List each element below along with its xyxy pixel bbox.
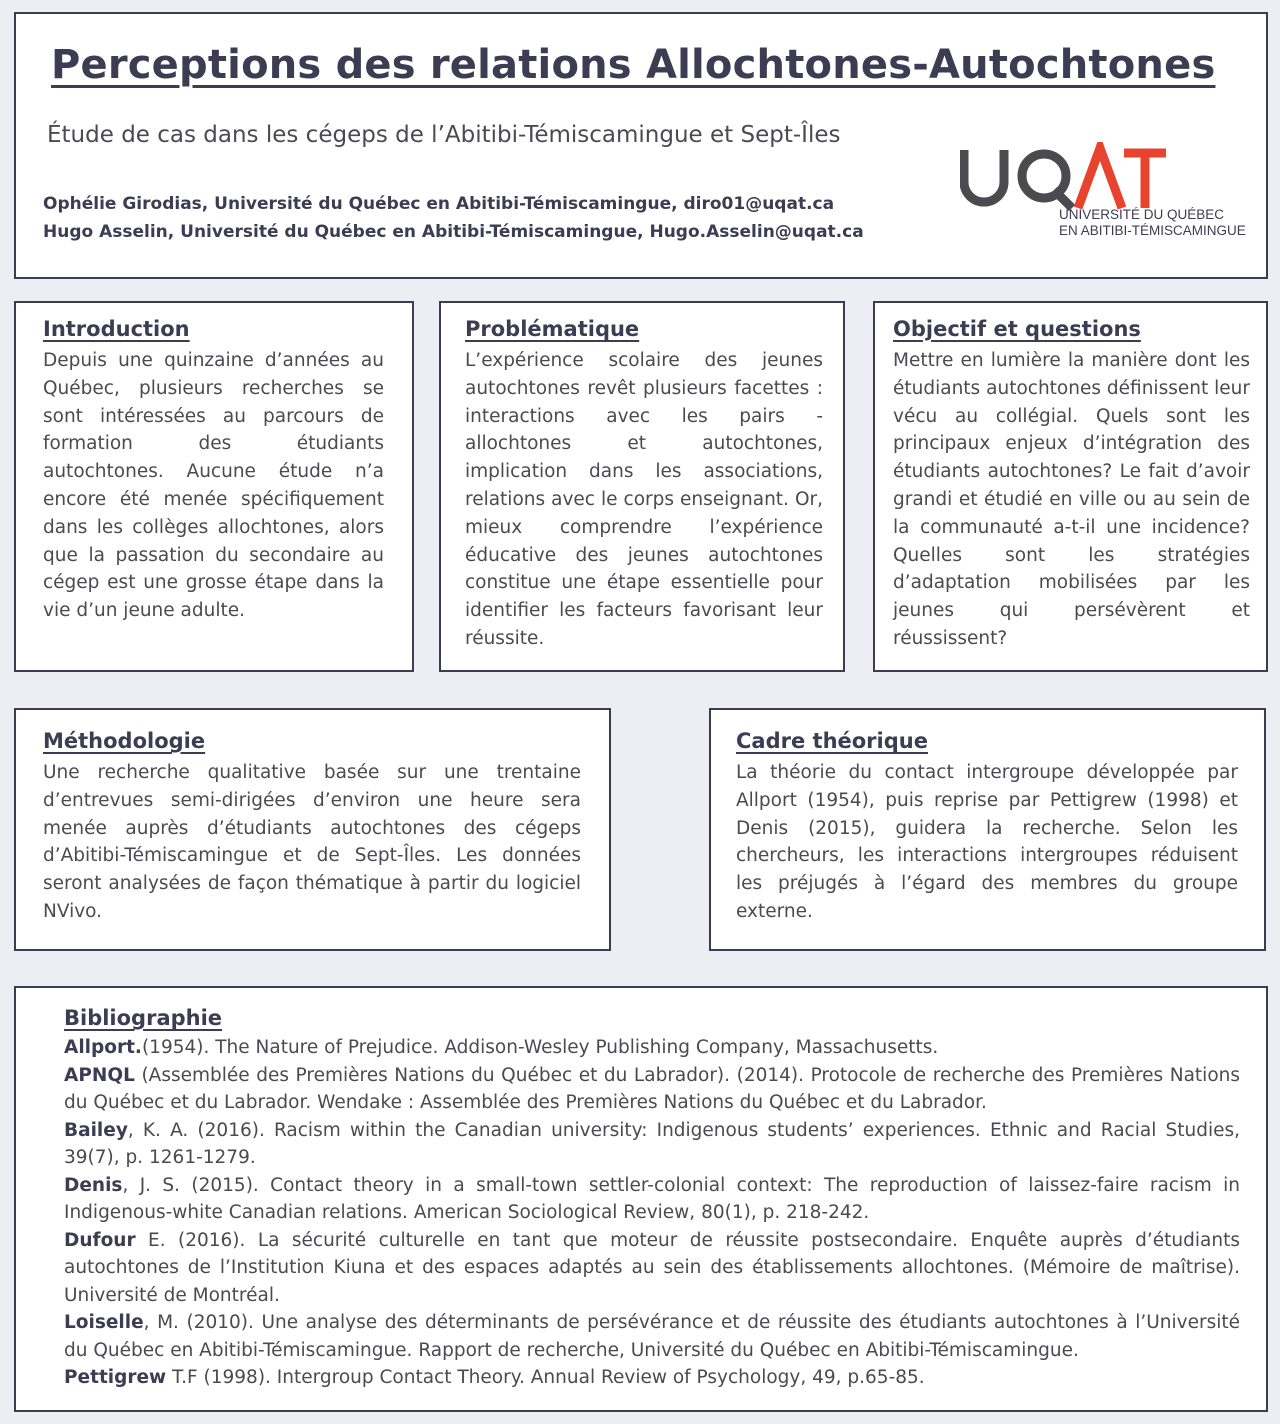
ref-text: , K. A. (2016). Racism within the Canadian university: Indigenous students’ experiences. Ethnic and Racial Studies, 39(7), p. 1261-1279. xyxy=(64,1119,1240,1168)
ref-author: Dufour xyxy=(64,1229,136,1251)
ref-text: , M. (2010). Une analyse des déterminants de persévérance et de réussite des étudiants autochtones à l’Université du Québec en Abitibi-Témiscamingue. Rapport de recherche, Université du Québec en Abitibi-Témiscamingue. xyxy=(64,1312,1240,1361)
ref-author: Bailey xyxy=(64,1119,128,1141)
section-title: Méthodologie xyxy=(43,729,206,753)
author-line: Ophélie Girodias, Université du Québec en Abitibi-Témiscamingue, diro01@uqat.ca xyxy=(43,194,835,214)
ref-author: Pettigrew xyxy=(64,1367,167,1388)
bibliography-entry xyxy=(64,1062,1240,1117)
section-body: Mettre en lumière la manière dont les étudiants autochtones définissent leur vécu au collégial. Quels sont les principaux enjeux d’intégration des étudiants autochtones? Le fait d’avoir grandi et étudié en ville ou au sein de la communauté a-t-il une incidence? Quelles sont les stratégies d’adaptation mobilisées par les jeunes qui persévèrent et réussissent? xyxy=(893,350,1250,649)
ref-text: , J. S. (2015). Contact theory in a small-town settler-colonial context: The reproduction of laissez-faire racism in Indigenous-white Canadian relations. American Sociological Review, 80(1), p. 218-242. xyxy=(64,1174,1240,1223)
header-panel xyxy=(14,12,1268,279)
section-title: Cadre théorique xyxy=(736,729,928,753)
bibliography-entry xyxy=(64,1117,1240,1172)
section-objectif xyxy=(873,301,1268,672)
section-body: L’expérience scolaire des jeunes autochtones revêt plusieurs facettes : interactions avec les pairs - allochtones et autochtones, implication dans les associations, relations avec le corps enseignant. Or, mieux comprendre l’expérience éducative des jeunes autochtones constitue une étape essentielle pour identifier les facteurs favorisant leur réussite. xyxy=(465,350,823,649)
ref-author: APNQL xyxy=(64,1064,135,1086)
author-list xyxy=(43,190,864,246)
ref-author: Denis xyxy=(64,1174,123,1196)
logo-caption-line: UNIVERSITÉ DU QUÉBEC xyxy=(1059,207,1225,222)
section-body: Une recherche qualitative basée sur une trentaine d’entrevues semi-dirigées d’environ une heure sera menée auprès d’étudiants autochtones des cégeps d’Abitibi-Témiscamingue et de Sept-Îles. Les données seront analysées de façon thématique à partir du logiciel NVivo. xyxy=(43,762,581,922)
logo-caption xyxy=(1059,207,1246,239)
section-title: Problématique xyxy=(465,317,640,341)
section-cadre-theorique xyxy=(709,708,1266,951)
ref-author: Allport. xyxy=(64,1037,142,1058)
ref-author: Loiselle xyxy=(64,1312,144,1333)
bibliography-entry xyxy=(64,1172,1240,1227)
ref-text: T.F (1998). Intergroup Contact Theory. Annual Review of Psychology, 49, p.65-85. xyxy=(166,1367,925,1388)
section-body: Depuis une quinzaine d’années au Québec, plusieurs recherches se sont intéressées au parcours de formation des étudiants autochtones. Aucune étude n’a encore été menée spécifiquement dans les collèges allochtones, alors que la passation du secondaire au cégep est une grosse étape dans la vie d’un jeune adulte. xyxy=(43,350,384,622)
bibliography-entry xyxy=(64,1034,1240,1062)
section-title: Introduction xyxy=(43,317,190,341)
ref-text: E. (2016). La sécurité culturelle en tant que moteur de réussite postsecondaire. Enquête auprès d’étudiants autochtones de l’Institution Kiuna et des espaces adaptés au sein des établissements allochtones. (Mémoire de maîtrise). Université de Montréal. xyxy=(64,1229,1240,1306)
section-title: Objectif et questions xyxy=(893,317,1141,341)
poster-title: Perceptions des relations Allochtones-Autochtones xyxy=(51,42,1216,88)
bibliography-entry xyxy=(64,1309,1240,1364)
logo-caption-line: EN ABITIBI-TÉMISCAMINGUE xyxy=(1059,223,1246,238)
ref-text: (1954). The Nature of Prejudice. Addison-Wesley Publishing Company, Massachusetts. xyxy=(141,1037,939,1058)
section-methodologie xyxy=(14,708,611,951)
section-introduction xyxy=(14,301,414,672)
bibliography-entry xyxy=(64,1364,1240,1392)
author-line: Hugo Asselin, Université du Québec en Abitibi-Témiscamingue, Hugo.Asselin@uqat.ca xyxy=(43,222,864,242)
ref-text: (Assemblée des Premières Nations du Québec et du Labrador). (2014). Protocole de recherche des Premières Nations du Québec et du Labrador. Wendake : Assemblée des Premières Nations du Québec et du Labrador. xyxy=(64,1064,1240,1113)
section-problematique xyxy=(439,301,845,672)
section-bibliographie xyxy=(14,986,1268,1412)
section-title: Bibliographie xyxy=(64,1006,223,1030)
poster-subtitle: Étude de cas dans les cégeps de l’Abitibi-Témiscamingue et Sept-Îles xyxy=(47,122,841,148)
section-body: La théorie du contact intergroupe développée par Allport (1954), puis reprise par Pettigrew (1998) et Denis (2015), guidera la recherche. Selon les chercheurs, les interactions intergroupes réduisent les préjugés à l’égard des membres du groupe externe. xyxy=(736,762,1238,922)
bibliography-entry xyxy=(64,1227,1240,1310)
